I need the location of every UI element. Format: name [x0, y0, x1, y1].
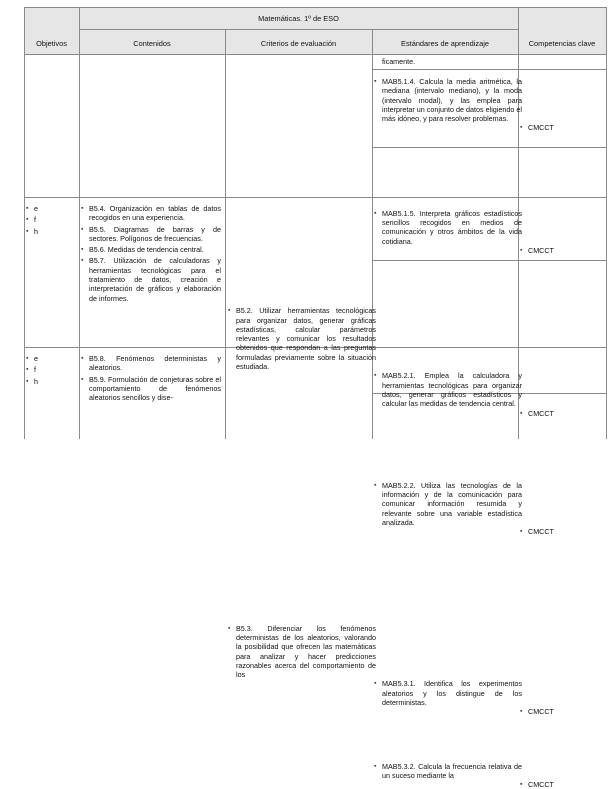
- row0-estandar-1: ▪ MAB5.1.4. Calcula la media aritmética, la mediana (intervalo mediano), y la moda (intervalo modal), y las emplea para interpretar un conjunto de datos eligiendo el más idóneo, y para resolver problemas.: [374, 77, 522, 123]
- col-border-left: [24, 7, 25, 439]
- row1-estandar-2: ▪ MAB5.2.2. Utiliza las tecnologías de la información y de la comunicación para comunicar información resumida y relevante sobre una variable estadística analizada.: [374, 481, 522, 527]
- row1-estandar-1: ▪ MAB5.2.1. Emplea la calculadora y herramientas tecnológicas para organizar datos, generar gráficos estadísticos y calcular las medidas de tendencia central.: [374, 371, 522, 408]
- objetivo-item: ▪ h: [26, 377, 76, 386]
- contenido-item: ▪ B5.6. Medidas de tendencia central.: [81, 245, 221, 254]
- row0-sub-rule-a: [372, 69, 606, 70]
- header-estandares: Estándares de aprendizaje: [401, 39, 489, 48]
- objetivo-item: ▪ f: [26, 215, 76, 224]
- row1-objetivos: [26, 204, 76, 238]
- row0-estandar-cont: ficamente.: [382, 57, 416, 66]
- row2-comp-2: ▪ CMCCT: [520, 780, 608, 789]
- row2-objetivos: [26, 354, 76, 388]
- objetivo-item: ▪ f: [26, 365, 76, 374]
- row1-comp-1: ▪ CMCCT: [520, 409, 608, 418]
- row1-sub-rule: [372, 260, 606, 261]
- col-divider-3: [372, 29, 373, 439]
- contenido-item: ▪ B5.7. Utilización de calculadoras y herramientas tecnológicas para el tratamiento de datos, creación e interpretación de gráficos y elaboración de informes.: [81, 256, 221, 302]
- objetivo-item: ▪ e: [26, 204, 76, 213]
- contenido-item: ▪ B5.5. Diagramas de barras y de sectores. Polígonos de frecuencias.: [81, 225, 221, 244]
- row0-comp-1: ▪ CMCCT: [520, 123, 608, 132]
- col-divider-1: [79, 7, 80, 439]
- row2-comp-1: ▪ CMCCT: [520, 707, 608, 716]
- row0-sub-rule-b: [372, 147, 606, 148]
- header-criterios: Criterios de evaluación: [260, 39, 337, 48]
- objetivo-item: ▪ e: [26, 354, 76, 363]
- objetivo-item: ▪ h: [26, 227, 76, 236]
- row1-contenidos: [81, 204, 221, 305]
- contenido-item: ▪ B5.8. Fenómenos deterministas y aleatorios.: [81, 354, 221, 373]
- row2-estandar-2: ▪ MAB5.3.2. Calcula la frecuencia relativa de un suceso mediante la: [374, 762, 522, 781]
- row1-comp-2: ▪ CMCCT: [520, 527, 608, 536]
- title-rule: [79, 29, 518, 30]
- contenido-item: ▪ B5.4. Organización en tablas de datos recogidos en una experiencia.: [81, 204, 221, 223]
- row0-estandar-2: ▪ MAB5.1.5. Interpreta gráficos estadísticos sencillos recogidos en medios de comunicación y otros ámbitos de la vida cotidiana.: [374, 209, 522, 246]
- contenido-item: ▪ B5.9. Formulación de conjeturas sobre el comportamiento de fenómenos aleatorios sencillos y dise-: [81, 375, 221, 403]
- header-objetivos: Objetivos: [36, 39, 67, 48]
- row2-contenidos: [81, 354, 221, 404]
- header-competencias: Competencias clave: [528, 39, 596, 48]
- col-divider-2: [225, 29, 226, 439]
- row1-criterio: ▪ B5.2. Utilizar herramientas tecnológicas para organizar datos, generar gráficas estadísticas, calcular parámetros relevantes y comunicar los resultados obtenidos que respondan a las preguntas formuladas previamente sobre la situación estudiada.: [228, 306, 376, 371]
- header-contenidos: Contenidos: [133, 39, 171, 48]
- table-title: Matemáticas. 1º de ESO: [258, 14, 339, 23]
- row2-criterio: ▪ B5.3. Diferenciar los fenómenos deterministas de los aleatorios, valorando la posibilidad que ofrecen las matemáticas para analizar y hacer predicciones razonables acerca del comportamiento de los: [228, 624, 376, 680]
- row0-comp-2: ▪ CMCCT: [520, 246, 608, 255]
- col-border-right: [606, 7, 607, 439]
- row2-estandar-1: ▪ MAB5.3.1. Identifica los experimentos aleatorios y los distingue de los deterministas.: [374, 679, 522, 707]
